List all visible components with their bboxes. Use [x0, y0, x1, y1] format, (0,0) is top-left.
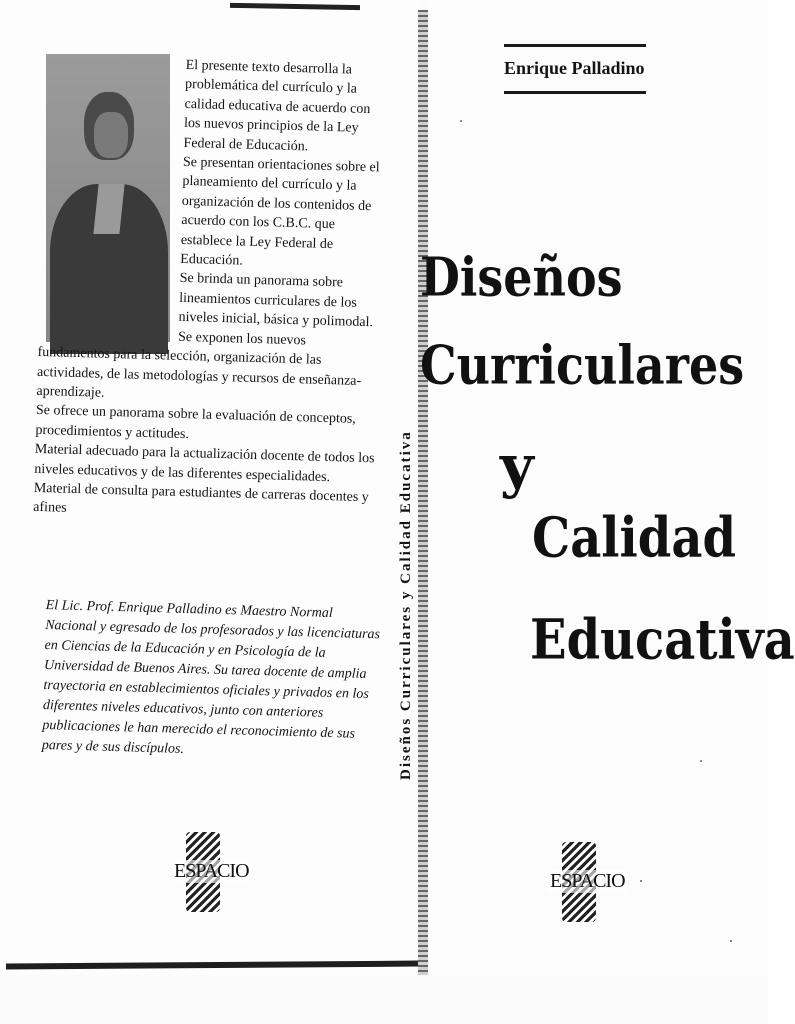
book-spine: [418, 10, 428, 975]
scan-speck: [460, 120, 462, 122]
author-rule-top: [504, 44, 646, 47]
author-bio-sentence: Su tarea docente de amplia trayectoria en establecimientos oficiales y privados en los diferentes niveles educativos, junto con anteriores publicaciones le han merecido el reconocimiento de sus pares y de sus discípulos.: [41, 662, 370, 757]
front-author-name: Enrique Palladino: [504, 58, 645, 78]
scan-speck: [640, 880, 642, 882]
front-title-line: Calidad: [532, 505, 736, 571]
publisher-logo-back: [174, 832, 249, 916]
author-bio: [42, 596, 386, 765]
description-paragraph: Material adecuado para la actualización docente de todos los niveles educativos y de las diferentes especialidades. Material de consulta para estudiantes de carreras docentes y afines: [33, 441, 375, 517]
back-cover-description: [33, 52, 386, 527]
description-paragraph: El presente texto desarrolla la problemática del currículo y la calidad educativa de acuerdo con los nuevos principios de la Ley Federal de Educación.: [183, 57, 371, 154]
scan-speck: [700, 760, 702, 762]
description-paragraph: Se exponen los nuevos fundamentos para la selección, organización de las actividades, de las metodologías y recursos de enseñanza-aprendizaje.: [36, 329, 362, 401]
publisher-logo-text: ESPACIO: [174, 860, 249, 882]
description-paragraph: Se brinda un panorama sobre lineamientos curriculares de los niveles inicial, básica y polimodal.: [178, 271, 374, 331]
scan-speck: [730, 940, 732, 942]
front-cover: [428, 0, 768, 975]
spine-title: Diseños Curriculares y Calidad Educativa: [398, 430, 414, 780]
description-paragraph: Se ofrece un panorama sobre la evaluación de conceptos, procedimientos y actitudes.: [35, 403, 356, 442]
top-rule: [230, 3, 360, 10]
publisher-logo-text: ESPACIO: [550, 870, 625, 892]
front-title-line: y: [500, 432, 534, 500]
front-title-line: Curriculares: [420, 333, 745, 397]
description-paragraph: Se presentan orientaciones sobre el planeamiento del currículo y la organización de los contenidos de acuerdo con los C.B.C. que establece la Ley Federal de Educación.: [180, 154, 380, 269]
bottom-rule: [6, 961, 418, 970]
author-bio-sentence: El Lic. Prof. Enrique Palladino es Maestro Normal Nacional y egresado de los profesorados y las licenciaturas en Ciencias de la Educación y en Psicología de la Universidad de Buenos Aires.: [43, 597, 381, 678]
publisher-logo-front: [550, 842, 625, 926]
front-title-line: Diseños: [420, 245, 623, 309]
author-rule-bottom: [504, 91, 646, 94]
front-title-line: Educativa: [530, 607, 795, 673]
